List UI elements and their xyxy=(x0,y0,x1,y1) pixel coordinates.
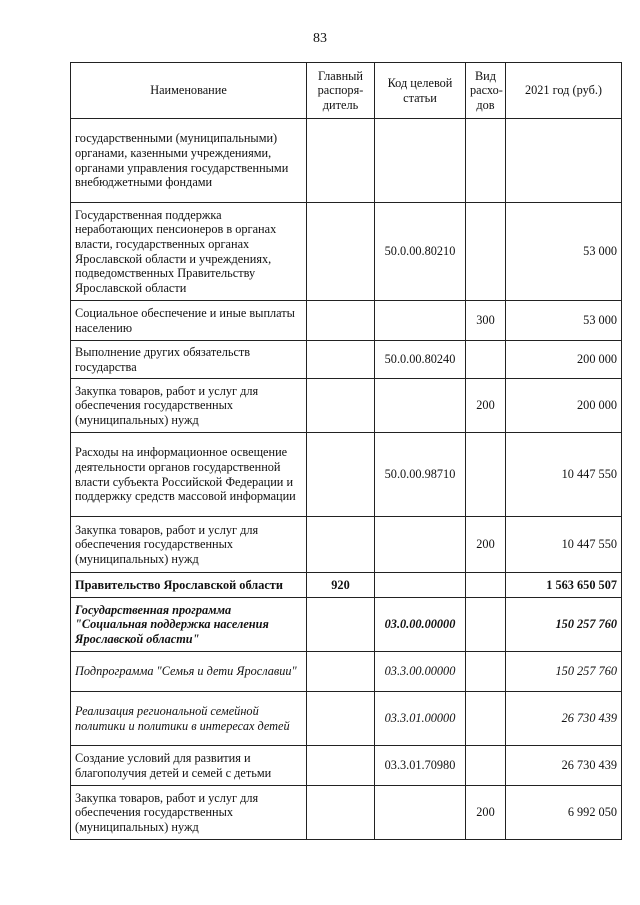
row-admin xyxy=(307,598,375,652)
row-name: Государственная поддержка неработающих пенсионеров в органах власти, государственных органах Ярославской области и учреждениях, подведомственных Правительству Ярославской области xyxy=(71,203,307,301)
row-amount: 26 730 439 xyxy=(506,692,622,746)
row-amount: 150 257 760 xyxy=(506,598,622,652)
budget-table xyxy=(70,62,622,840)
header-amount: 2021 год (руб.) xyxy=(506,63,622,119)
row-name: Государственная программа "Социальная поддержка населения Ярославской области" xyxy=(71,598,307,652)
row-type xyxy=(466,746,506,786)
row-amount: 26 730 439 xyxy=(506,746,622,786)
row-amount: 10 447 550 xyxy=(506,433,622,517)
row-amount: 150 257 760 xyxy=(506,652,622,692)
row-admin xyxy=(307,203,375,301)
row-name: Расходы на информационное освещение деятельности органов государственной власти субъекта Российской Федерации и поддержку средств массовой информации xyxy=(71,433,307,517)
table-row xyxy=(71,746,622,786)
row-type xyxy=(466,341,506,379)
table-row xyxy=(71,203,622,301)
table-row xyxy=(71,573,622,598)
row-admin xyxy=(307,517,375,573)
row-code xyxy=(375,301,466,341)
table-row xyxy=(71,301,622,341)
row-name: Реализация региональной семейной политики и политики в интересах детей xyxy=(71,692,307,746)
table-row xyxy=(71,517,622,573)
header-admin: Главный распоря-дитель xyxy=(307,63,375,119)
row-admin xyxy=(307,652,375,692)
row-name: Закупка товаров, работ и услуг для обеспечения государственных (муниципальных) нужд xyxy=(71,517,307,573)
row-code xyxy=(375,517,466,573)
row-name: Выполнение других обязательств государства xyxy=(71,341,307,379)
row-admin xyxy=(307,786,375,840)
row-name: Создание условий для развития и благополучия детей и семей с детьми xyxy=(71,746,307,786)
row-code: 50.0.00.80210 xyxy=(375,203,466,301)
row-type xyxy=(466,692,506,746)
table-row xyxy=(71,433,622,517)
row-amount: 200 000 xyxy=(506,379,622,433)
row-type xyxy=(466,598,506,652)
row-type: 200 xyxy=(466,786,506,840)
row-type: 200 xyxy=(466,379,506,433)
row-code: 03.3.00.00000 xyxy=(375,652,466,692)
row-name: Закупка товаров, работ и услуг для обеспечения государственных (муниципальных) нужд xyxy=(71,786,307,840)
row-name: государственными (муниципальными) органами, казенными учреждениями, органами управления государственными внебюджетными фондами xyxy=(71,119,307,203)
header-code: Код целевой статьи xyxy=(375,63,466,119)
row-code: 50.0.00.80240 xyxy=(375,341,466,379)
row-amount: 200 000 xyxy=(506,341,622,379)
row-name: Правительство Ярославской области xyxy=(71,573,307,598)
row-code xyxy=(375,573,466,598)
header-row xyxy=(71,63,622,119)
row-type xyxy=(466,433,506,517)
table-row xyxy=(71,598,622,652)
row-admin xyxy=(307,692,375,746)
row-code: 03.0.00.00000 xyxy=(375,598,466,652)
row-name: Социальное обеспечение и иные выплаты населению xyxy=(71,301,307,341)
row-type: 200 xyxy=(466,517,506,573)
row-type xyxy=(466,652,506,692)
row-code xyxy=(375,379,466,433)
row-code xyxy=(375,786,466,840)
row-admin xyxy=(307,119,375,203)
table-row xyxy=(71,786,622,840)
row-name: Закупка товаров, работ и услуг для обеспечения государственных (муниципальных) нужд xyxy=(71,379,307,433)
row-type xyxy=(466,119,506,203)
header-name: Наименование xyxy=(71,63,307,119)
row-code xyxy=(375,119,466,203)
row-admin xyxy=(307,746,375,786)
row-admin: 920 xyxy=(307,573,375,598)
row-amount: 53 000 xyxy=(506,301,622,341)
row-admin xyxy=(307,341,375,379)
table-row xyxy=(71,652,622,692)
row-amount xyxy=(506,119,622,203)
table-row xyxy=(71,692,622,746)
table-row xyxy=(71,119,622,203)
row-type xyxy=(466,573,506,598)
row-admin xyxy=(307,301,375,341)
row-type xyxy=(466,203,506,301)
row-admin xyxy=(307,379,375,433)
page-number: 83 xyxy=(313,31,327,46)
row-type: 300 xyxy=(466,301,506,341)
row-amount: 6 992 050 xyxy=(506,786,622,840)
row-code: 03.3.01.70980 xyxy=(375,746,466,786)
header-type: Вид расхо-дов xyxy=(466,63,506,119)
row-name: Подпрограмма "Семья и дети Ярославии" xyxy=(71,652,307,692)
table-row xyxy=(71,379,622,433)
table-row xyxy=(71,341,622,379)
row-amount: 53 000 xyxy=(506,203,622,301)
row-admin xyxy=(307,433,375,517)
row-amount: 10 447 550 xyxy=(506,517,622,573)
row-amount: 1 563 650 507 xyxy=(506,573,622,598)
row-code: 03.3.01.00000 xyxy=(375,692,466,746)
row-code: 50.0.00.98710 xyxy=(375,433,466,517)
